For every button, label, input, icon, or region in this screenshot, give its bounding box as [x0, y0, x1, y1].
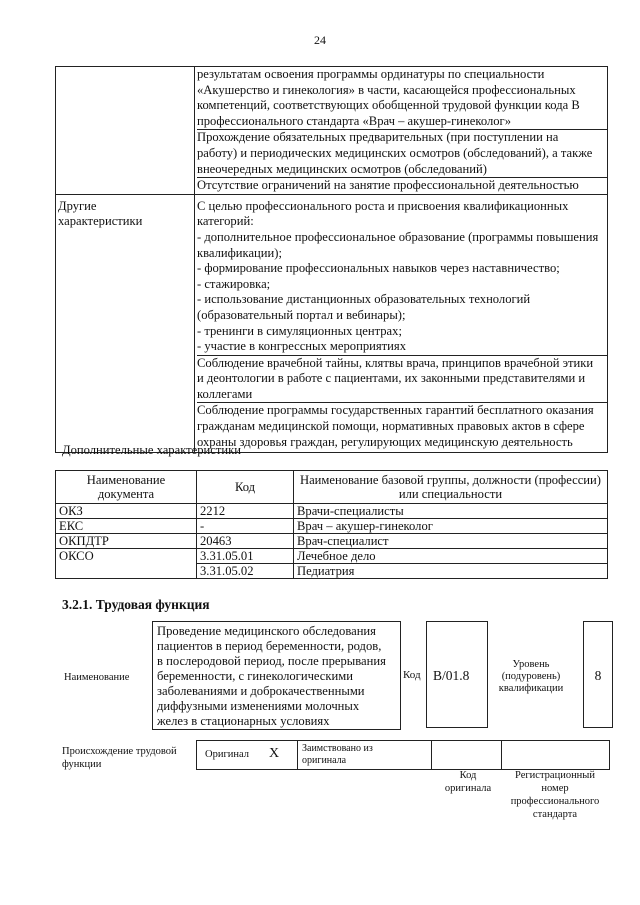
original-cell [197, 741, 298, 769]
row2-line: коллегами [197, 387, 607, 404]
reg-caption-line: стандарта [532, 809, 578, 820]
level-label-line: квалификации [498, 683, 564, 694]
header-group: Наименование базовой группы, должности (профессии) или специальности [294, 471, 608, 504]
borrowed-label-line: оригинала [302, 755, 347, 766]
function-name-line: беременности, с гинекологическими [157, 669, 353, 683]
row2-line: С целью профессионального роста и присвоения квалификационных [197, 198, 569, 213]
row2-line: Соблюдение врачебной тайны, клятвы врача, принципов врачебной этики [197, 355, 594, 370]
function-name-line: заболеваниями и доброкачественными [157, 684, 365, 698]
table-row [56, 519, 608, 534]
row2-line: - тренинги в симуляционных центрах; [197, 323, 402, 338]
characteristics-table [55, 66, 608, 453]
row2-line: - формирование профессиональных навыков через наставничество; [197, 261, 560, 276]
row2-line: - использование дистанционных образовательных технологий [197, 292, 531, 307]
code-caption-line: оригинала [444, 783, 492, 794]
row1-line: работу) и периодических медицинских осмотров (обследований), а также [197, 145, 593, 160]
row2-label-cell [56, 194, 195, 452]
code-value: B/01.8 [433, 668, 470, 683]
additional-characteristics-caption: Дополнительные характеристики [62, 443, 241, 457]
table-row [56, 534, 608, 549]
header-document: Наименование документа [56, 471, 197, 504]
row1-content-cell [195, 67, 608, 195]
row2-line: - дополнительное профессиональное образование (программы повышения [197, 229, 599, 244]
row2-line: Соблюдение программы государственных гарантий бесплатного оказания [197, 403, 594, 418]
cell-code: 3.31.05.02 [197, 564, 294, 579]
row2-line: охраны здоровья граждан, регулирующих медицинскую деятельность [197, 434, 573, 449]
borrowed-cell [298, 741, 432, 769]
row1-line: внеочередных медицинских осмотров (обследований) [197, 162, 607, 179]
row1-line: компетенций, соответствующих обобщенной трудовой функции кода В [197, 98, 580, 113]
cell-document: ЕКС [56, 519, 197, 534]
cell-code: 2212 [197, 504, 294, 519]
origin-label-line: Происхождение трудовой [62, 746, 177, 757]
cell-group: Врач-специалист [294, 534, 608, 549]
other-characteristics-label: Другие [58, 198, 97, 213]
cell-group: Врачи-специалисты [294, 504, 608, 519]
table-row [56, 549, 608, 564]
original-mark: X [269, 746, 280, 761]
code-box [426, 621, 488, 728]
other-characteristics-label: характеристики [58, 214, 143, 229]
origin-label [62, 745, 177, 771]
function-name-line: пациентов в период беременности, родов, [157, 639, 382, 653]
original-code-cell [433, 741, 502, 769]
reg-caption-line: номер [541, 783, 569, 794]
row1-line: Прохождение обязательных предварительных (при поступлении на [197, 130, 559, 145]
level-label [496, 659, 566, 695]
row1-line: результатам освоения программы ординатуры по специальности [197, 67, 545, 81]
reg-caption-line: профессионального [510, 796, 600, 807]
function-name-box [152, 621, 401, 730]
table-row [56, 504, 608, 519]
level-label-line: Уровень [512, 659, 550, 670]
cell-code: - [197, 519, 294, 534]
cell-document: ОКСО [56, 549, 197, 579]
row1-line: Отсутствие ограничений на занятие профессиональной деятельностью [197, 178, 579, 193]
row2-line: и деонтологии в работе с пациентами, их законными представителями и [197, 371, 586, 386]
level-value: 8 [594, 668, 602, 683]
code-label: Код [403, 669, 421, 681]
name-label: Наименование [64, 672, 130, 683]
reg-caption-line: Регистрационный [515, 770, 595, 781]
cell-group: Лечебное дело [294, 549, 608, 564]
origin-label-line: функции [62, 759, 102, 770]
row1-label-cell [56, 67, 195, 195]
function-name-line: Проведение медицинского обследования [157, 624, 376, 638]
level-label-line: (подуровень) [501, 671, 561, 682]
code-caption-line: Код [459, 770, 477, 781]
cell-document: ОКЗ [56, 504, 197, 519]
row2-content-cell [195, 194, 608, 452]
cell-document: ОКПДТР [56, 534, 197, 549]
level-box [583, 621, 613, 728]
additional-characteristics-table [55, 470, 608, 579]
borrowed-label-line: Заимствовано из [302, 743, 373, 754]
cell-code: 20463 [197, 534, 294, 549]
page-number: 24 [314, 33, 326, 47]
row1-line: «Акушерство и гинекология» в части, касающейся профессиональных [197, 82, 576, 97]
row2-line: - стажировка; [197, 276, 271, 291]
original-label: Оригинал [205, 749, 249, 760]
cell-group: Врач – акушер-гинеколог [294, 519, 608, 534]
row2-line: - участие в конгрессных мероприятиях [197, 339, 607, 356]
cell-group: Педиатрия [294, 564, 608, 579]
reg-number-caption [500, 769, 610, 821]
row2-line: квалификации); [197, 245, 282, 260]
row2-line: (образовательный портал и вебинары); [197, 307, 406, 322]
row2-line: категорий: [197, 214, 254, 229]
cell-code: 3.31.05.01 [197, 549, 294, 564]
function-section-title: 3.2.1. Трудовая функция [62, 597, 210, 612]
function-name-line: в послеродовой период, после прерывания [157, 654, 386, 668]
header-code: Код [197, 471, 294, 504]
function-name-line: диффузными изменениями молочных [157, 699, 360, 713]
function-name-line: желез в стационарных условиях [157, 714, 330, 728]
row2-line: гражданам медицинской помощи, нормативных правовых актов в сфере [197, 419, 585, 434]
code-caption [436, 769, 500, 795]
table-header-row [56, 471, 608, 504]
origin-row [196, 740, 610, 770]
row1-line: профессионального стандарта «Врач – акушер-гинеколог» [197, 114, 607, 131]
